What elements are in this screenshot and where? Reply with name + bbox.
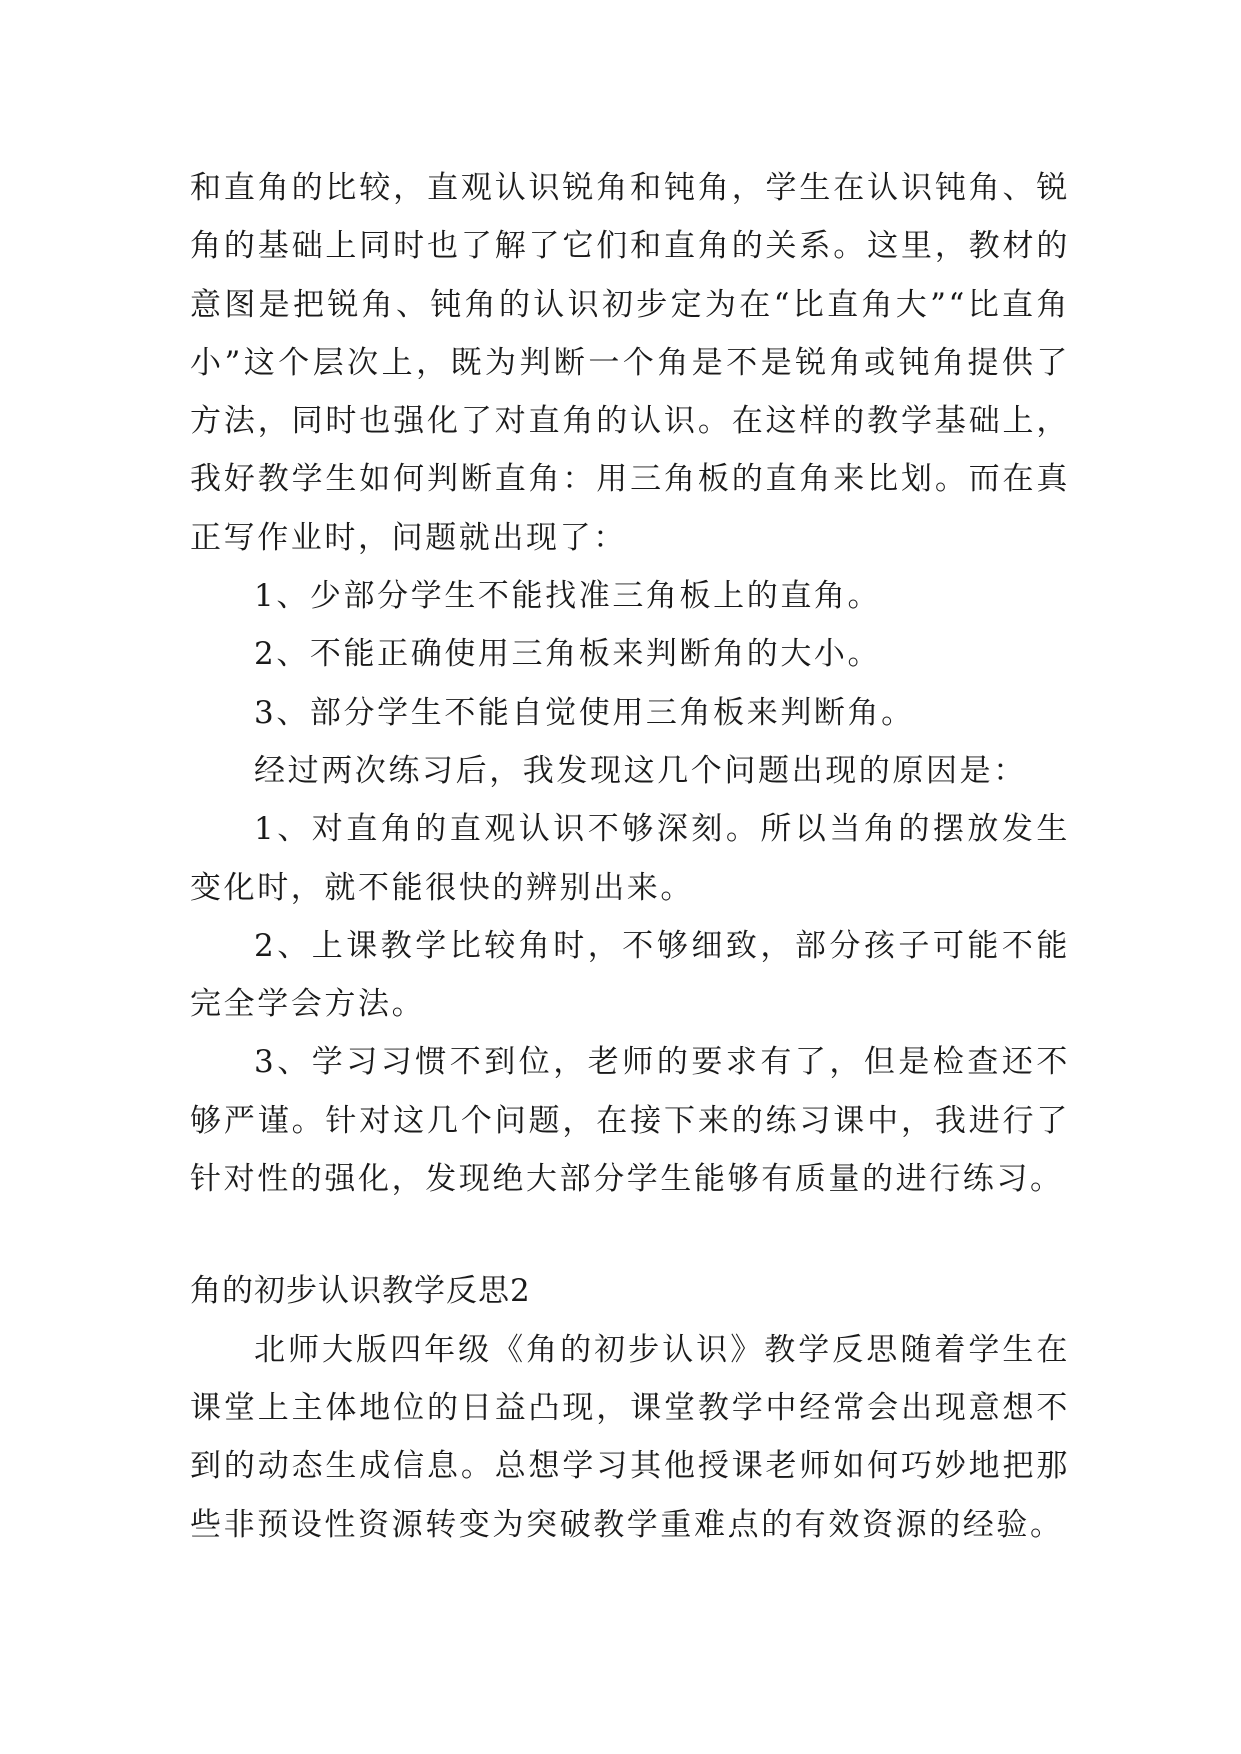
list-item-reason-3: 3、学习习惯不到位，老师的要求有了，但是检查还不够严谨。针对这几个问题，在接下来的练习课中，我进行了针对性的强化，发现绝大部分学生能够有质量的进行练习。: [190, 1044, 1070, 1198]
document-body: [190, 159, 1070, 1554]
section-spacer: [190, 1208, 1070, 1262]
paragraph-reasons-intro: 经过两次练习后，我发现这几个问题出现的原因是：: [254, 752, 1027, 789]
list-item-reason-1: 1、对直角的直观认识不够深刻。所以当角的摆放发生变化时，就不能很快的辨别出来。: [190, 811, 1070, 906]
paragraph-section-2: 北师大版四年级《角的初步认识》教学反思随着学生在课堂上主体地位的日益凸现，课堂教学中经常会出现意想不到的动态生成信息。总想学习其他授课老师如何巧妙地把那些非预设性资源转变为突破教学重难点的有效资源的经验。: [190, 1331, 1070, 1543]
list-item-reason-2: 2、上课教学比较角时，不够细致，部分孩子可能不能完全学会方法。: [190, 927, 1070, 1023]
section-heading: 角的初步认识教学反思2: [190, 1273, 531, 1310]
list-item-problem-1: 1、少部分学生不能找准三角板上的直角。: [254, 578, 882, 615]
list-item-problem-2: 2、不能正确使用三角板来判断角的大小。: [254, 636, 882, 673]
list-item-problem-3: 3、部分学生不能自觉使用三角板来判断角。: [254, 694, 915, 731]
paragraph-continuation: 和直角的比较，直观认识锐角和钝角，学生在认识钝角、锐角的基础上同时也了解了它们和直角的关系。这里，教材的意图是把锐角、钝角的认识初步定为在“比直角大”“比直角小”这个层次上，既为判断一个角是不是锐角或钝角提供了方法，同时也强化了对直角的认识。在这样的教学基础上，我好教学生如何判断直角：用三角板的直角来比划。而在真正写作业时，问题就出现了：: [190, 170, 1070, 556]
